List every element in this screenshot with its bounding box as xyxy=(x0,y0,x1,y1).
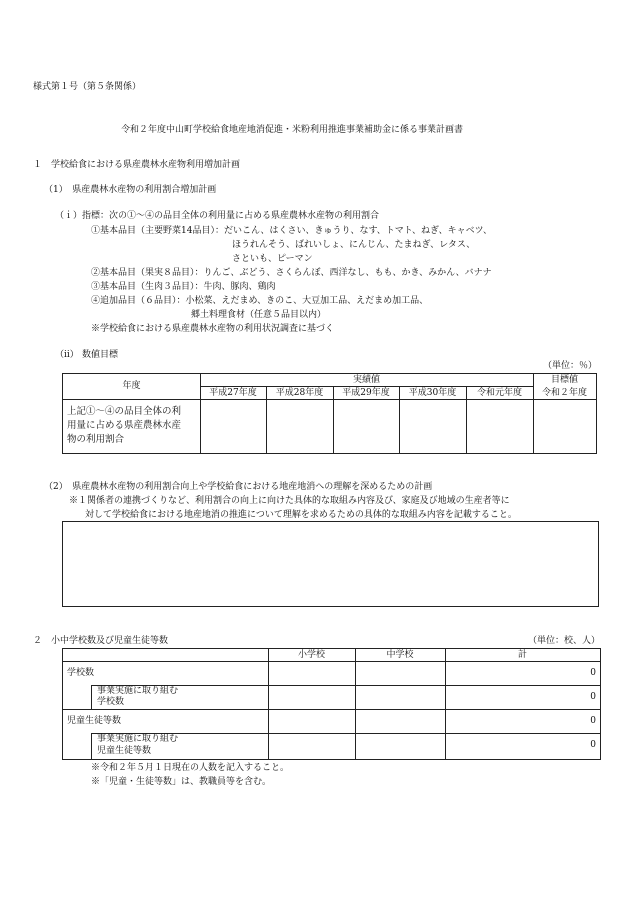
total-value: 0 xyxy=(590,716,596,726)
sub2-heading: （2） 県産農林水産物の利用割合向上や学校給食における地産地消への理解を深めるための計画 xyxy=(44,482,433,492)
section1-heading: １ 学校給食における県産農林水産物利用増加計画 xyxy=(33,160,241,170)
row-label: 学校数 xyxy=(67,668,95,678)
numeric-target-table xyxy=(62,373,597,454)
item-line: さといも、ピーマン xyxy=(232,254,313,264)
item-ii-label: （ⅱ） xyxy=(55,350,79,360)
sub2-note: ※１関係者の連携づくりなど、利用割合の向上に向けた具体的な取組み内容及び、家庭及び地域の生産者等に xyxy=(69,496,510,506)
unit-label-2: （単位：校、人） xyxy=(527,636,600,646)
schools-table xyxy=(62,648,601,760)
row-label: 物の利用割合 xyxy=(67,434,125,445)
target-header: 目標値 xyxy=(550,375,578,385)
form-number: 様式第１号（第５条関係） xyxy=(33,82,142,92)
row-label: 用量に占める県産農林水産 xyxy=(67,420,182,431)
row-label: 上記①～④の品目全体の利 xyxy=(67,406,182,417)
item-line: ※学校給食における県産農林水産物の利用状況調査に基づく xyxy=(91,324,335,334)
row-label: 事業実施に取り組む xyxy=(97,734,179,744)
item-line: ①基本品目（主要野菜14品目）：だいこん、はくさい、きゅうり、なす、トマト、ねぎ、キャベツ、 xyxy=(91,226,492,236)
col-total: 計 xyxy=(517,650,527,660)
footnote: ※令和２年５月１日現在の人数を記入すること。 xyxy=(91,763,290,773)
year-r2: 令和２年度 xyxy=(541,388,587,398)
row-label: 児童生徒等数 xyxy=(97,746,152,756)
item-line: ②基本品目（果実８品目）：りんご、ぶどう、さくらんぼ、西洋なし、もも、かき、みかん、バナナ xyxy=(91,268,492,278)
actual-header: 実績値 xyxy=(352,375,380,385)
footnote: ※「児童・生徒等数」は、教職員等を含む。 xyxy=(91,777,272,787)
item-line: ほうれんそう、ばれいしょ、にんじん、たまねぎ、レタス、 xyxy=(232,240,476,250)
numeric-target-heading: 数値目標 xyxy=(82,350,119,360)
total-value: 0 xyxy=(590,668,596,678)
plan-input-box[interactable] xyxy=(62,521,599,607)
year-header: 年度 xyxy=(122,381,141,391)
col-elementary: 小学校 xyxy=(297,650,325,660)
row-label: 事業実施に取り組む xyxy=(97,686,179,696)
year-h30: 平成30年度 xyxy=(408,388,457,398)
year-h28: 平成28年度 xyxy=(275,388,324,398)
item-line: ④追加品目（６品目）：小松菜、えだまめ、きのこ、大豆加工品、えだまめ加工品、 xyxy=(91,296,429,306)
sub1-heading: （1） 県産農林水産物の利用割合増加計画 xyxy=(44,185,217,195)
item-i-label: （ｉ） xyxy=(55,211,83,221)
sub2-note: 対して学校給食における地産地消の推進について理解を求めるための具体的な取組み内容を記載すること。 xyxy=(85,510,517,520)
total-value: 0 xyxy=(590,692,596,702)
page-title: 令和２年度中山町学校給食地産地消促進・米粉利用推進事業補助金に係る事業計画書 xyxy=(121,125,464,135)
year-r1: 令和元年度 xyxy=(476,388,522,398)
row-label: 学校数 xyxy=(97,697,125,707)
item-line: ③基本品目（生肉３品目）：牛肉、豚肉、鶏肉 xyxy=(91,282,276,292)
item-line: 郷土料理食材（任意５品目以内） xyxy=(191,310,327,320)
unit-label: （単位：％） xyxy=(542,361,597,371)
row-label: 児童生徒等数 xyxy=(67,716,122,726)
section2-heading: ２ 小中学校数及び児童生徒等数 xyxy=(33,636,169,646)
indicator-text: 指標：次の①～④の品目全体の利用量に占める県産農林水産物の利用割合 xyxy=(82,211,380,221)
col-junior-high: 中学校 xyxy=(386,650,414,660)
total-value: 0 xyxy=(590,740,596,750)
year-h29: 平成29年度 xyxy=(342,388,390,398)
year-h27: 平成27年度 xyxy=(209,388,257,398)
